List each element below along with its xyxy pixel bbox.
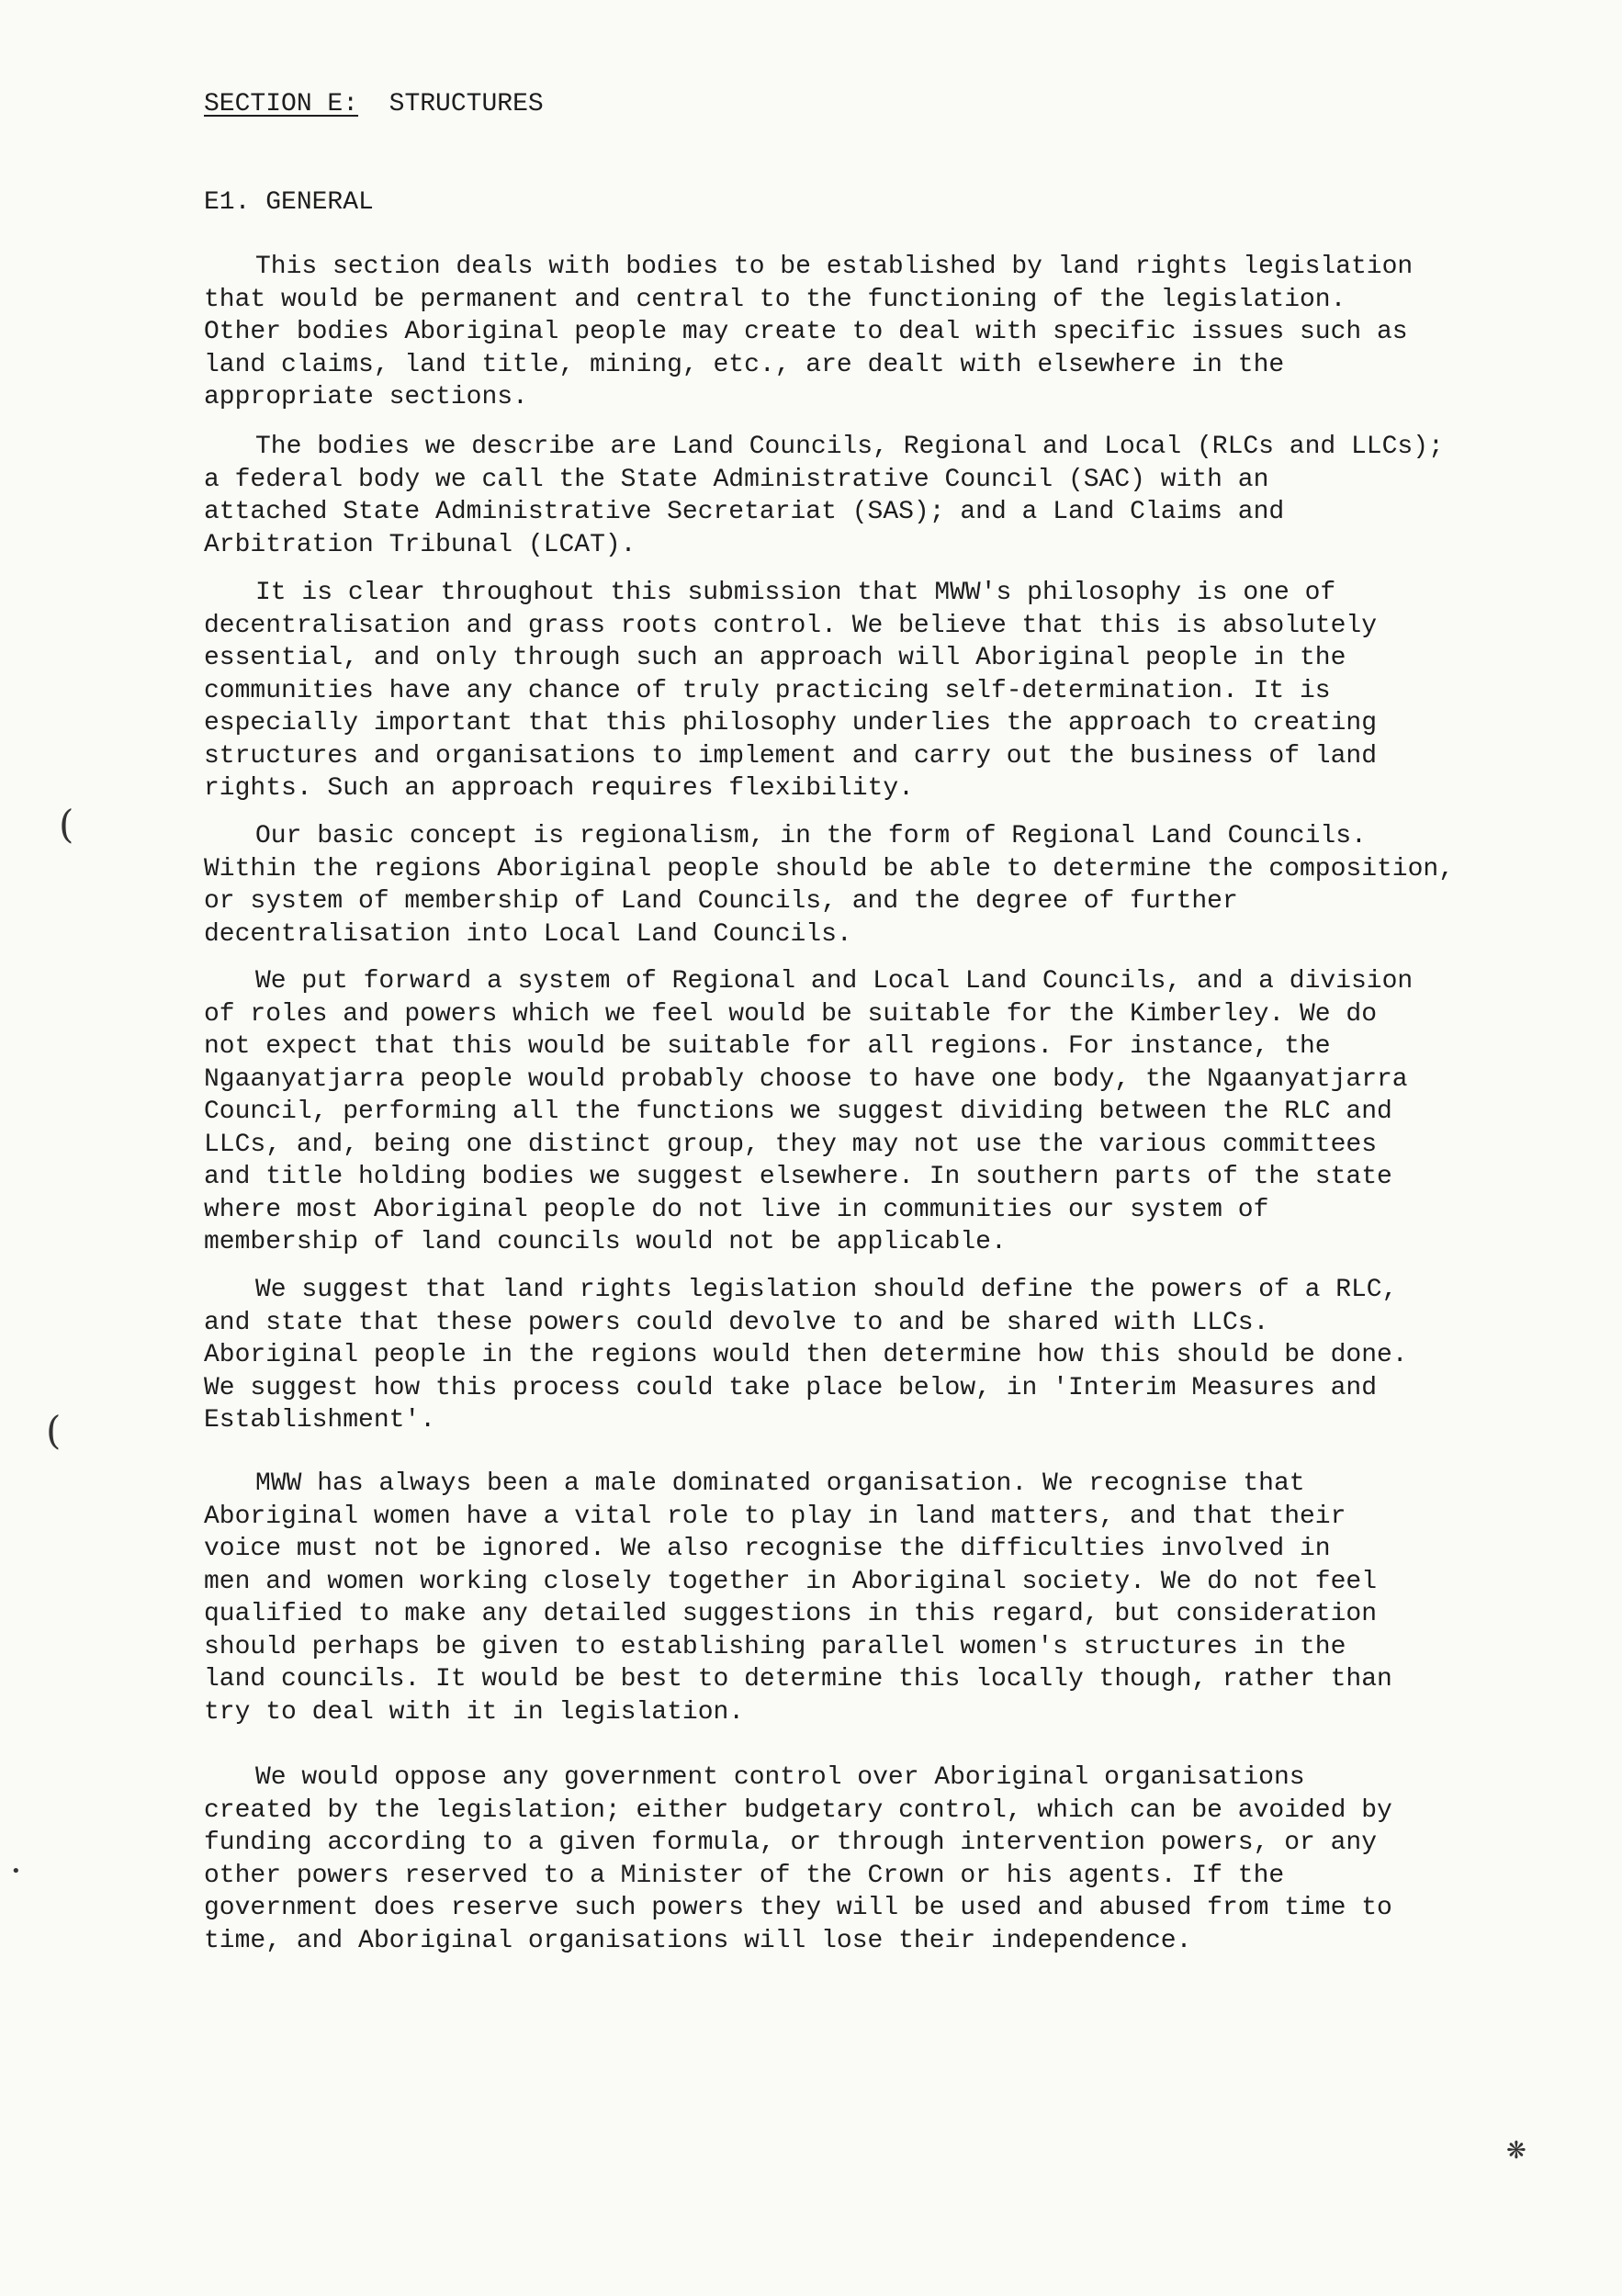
paragraph-line: Aboriginal women have a vital role to play in land matters, and that their bbox=[204, 1502, 1346, 1531]
paragraph-line: qualified to make any detailed suggestions in this regard, but consideration bbox=[204, 1600, 1378, 1628]
paragraph-line: MWW has always been a male dominated organisation. We recognise that bbox=[255, 1469, 1305, 1498]
paragraph-line: This section deals with bodies to be established by land rights legislation bbox=[255, 253, 1414, 281]
paragraph-line: Ngaanyatjarra people would probably choose to have one body, the Ngaanyatjarra bbox=[204, 1064, 1408, 1094]
paragraph-line: appropriate sections. bbox=[204, 383, 528, 411]
paragraph-line: essential, and only through such an approach will Aboriginal people in the bbox=[204, 644, 1346, 672]
paragraph-line: land claims, land title, mining, etc., are dealt with elsewhere in the bbox=[204, 350, 1285, 379]
subsection-heading: E1. GENERAL bbox=[204, 188, 374, 217]
paragraph-line: government does reserve such powers they will be used and abused from time to bbox=[204, 1894, 1392, 1922]
paragraph-line: We suggest that land rights legislation should define the powers of a RLC, bbox=[255, 1276, 1398, 1304]
paragraph-scope bbox=[204, 251, 1582, 414]
paragraph-kimberley bbox=[204, 965, 1582, 1259]
paragraph-rlc-powers bbox=[204, 1274, 1582, 1437]
paragraph-line: We suggest how this process could take place below, in 'Interim Measures and bbox=[204, 1373, 1378, 1402]
paragraph-line: LLCs, and, being one distinct group, they may not use the various committees bbox=[204, 1130, 1378, 1159]
paragraph-line: Within the regions Aboriginal people should be able to determine the composition, bbox=[204, 854, 1455, 884]
paragraph-line: communities have any chance of truly practicing self-determination. It is bbox=[204, 676, 1331, 705]
paragraph-line: try to deal with it in legislation. bbox=[204, 1697, 745, 1727]
paragraph-line: rights. Such an approach requires flexibility. bbox=[204, 774, 914, 803]
paragraph-line: decentralisation and grass roots control. We believe that this is absolutely bbox=[204, 611, 1378, 640]
paragraph-line: Council, performing all the functions we suggest dividing between the RLC and bbox=[204, 1097, 1392, 1126]
paragraph-bodies bbox=[204, 431, 1582, 561]
section-heading bbox=[204, 88, 544, 121]
paragraph-women bbox=[204, 1468, 1582, 1728]
paragraph-line: voice must not be ignored. We also recognise the difficulties involved in bbox=[204, 1535, 1331, 1563]
paragraph-line: We put forward a system of Regional and Local Land Councils, and a division bbox=[255, 967, 1414, 996]
paragraph-line: time, and Aboriginal organisations will lose their independence. bbox=[204, 1926, 1192, 1955]
paragraph-line: men and women working closely together in Aboriginal society. We do not feel bbox=[204, 1567, 1378, 1596]
paragraph-line: should perhaps be given to establishing parallel women's structures in the bbox=[204, 1632, 1346, 1661]
paragraph-line: land councils. It would be best to determine this locally though, rather than bbox=[204, 1665, 1392, 1694]
paragraph-line: Other bodies Aboriginal people may create to deal with specific issues such as bbox=[204, 318, 1408, 346]
punch-hole-mark: ( bbox=[59, 802, 74, 847]
paragraph-line: where most Aboriginal people do not live in communities our system of bbox=[204, 1195, 1269, 1224]
paragraph-line: Arbitration Tribunal (LCAT). bbox=[204, 530, 636, 559]
paragraph-government-control bbox=[204, 1761, 1582, 1957]
scan-speck: • bbox=[11, 1862, 21, 1881]
paragraph-line: or system of membership of Land Councils, and the degree of further bbox=[204, 887, 1238, 916]
paragraph-line: funding according to a given formula, or through intervention powers, or any bbox=[204, 1829, 1378, 1857]
punch-hole-mark: ( bbox=[46, 1408, 62, 1453]
paragraph-line: membership of land councils would not be applicable. bbox=[204, 1228, 1007, 1256]
paragraph-line: structures and organisations to implement and carry out the business of land bbox=[204, 741, 1378, 771]
paragraph-line: decentralisation into Local Land Councils. bbox=[204, 919, 852, 949]
paragraph-philosophy bbox=[204, 577, 1582, 805]
paragraph-line: The bodies we describe are Land Councils, Regional and Local (RLCs and LLCs); bbox=[255, 433, 1444, 461]
paragraph-line: created by the legislation; either budgetary control, which can be avoided by bbox=[204, 1795, 1392, 1825]
paragraph-line: and state that these powers could devolve to and be shared with LLCs. bbox=[204, 1308, 1269, 1337]
paragraph-line: It is clear throughout this submission that MWW's philosophy is one of bbox=[255, 579, 1336, 607]
paragraph-line: Our basic concept is regionalism, in the form of Regional Land Councils. bbox=[255, 822, 1367, 850]
section-title: STRUCTURES bbox=[389, 90, 544, 118]
section-label: SECTION E: bbox=[204, 90, 359, 118]
paragraph-line: a federal body we call the State Administrative Council (SAC) with an bbox=[204, 465, 1269, 494]
paragraph-line: especially important that this philosophy underlies the approach to creating bbox=[204, 709, 1378, 737]
paragraph-line: Establishment'. bbox=[204, 1406, 436, 1435]
paragraph-line: attached State Administrative Secretariat (SAS); and a Land Claims and bbox=[204, 498, 1285, 526]
paragraph-line: not expect that this would be suitable for all regions. For instance, the bbox=[204, 1032, 1331, 1061]
paragraph-line: of roles and powers which we feel would be suitable for the Kimberley. We do bbox=[204, 999, 1378, 1029]
paragraph-line: other powers reserved to a Minister of the Crown or his agents. If the bbox=[204, 1861, 1285, 1890]
paragraph-line: Aboriginal people in the regions would then determine how this should be done. bbox=[204, 1341, 1408, 1369]
paragraph-line: and title holding bodies we suggest elsewhere. In southern parts of the state bbox=[204, 1163, 1392, 1191]
paragraph-line: that would be permanent and central to the functioning of the legislation. bbox=[204, 285, 1346, 314]
scan-speck: ❋ bbox=[1506, 2137, 1526, 2165]
paragraph-line: We would oppose any government control over Aboriginal organisations bbox=[255, 1763, 1305, 1792]
paragraph-regionalism bbox=[204, 820, 1582, 951]
